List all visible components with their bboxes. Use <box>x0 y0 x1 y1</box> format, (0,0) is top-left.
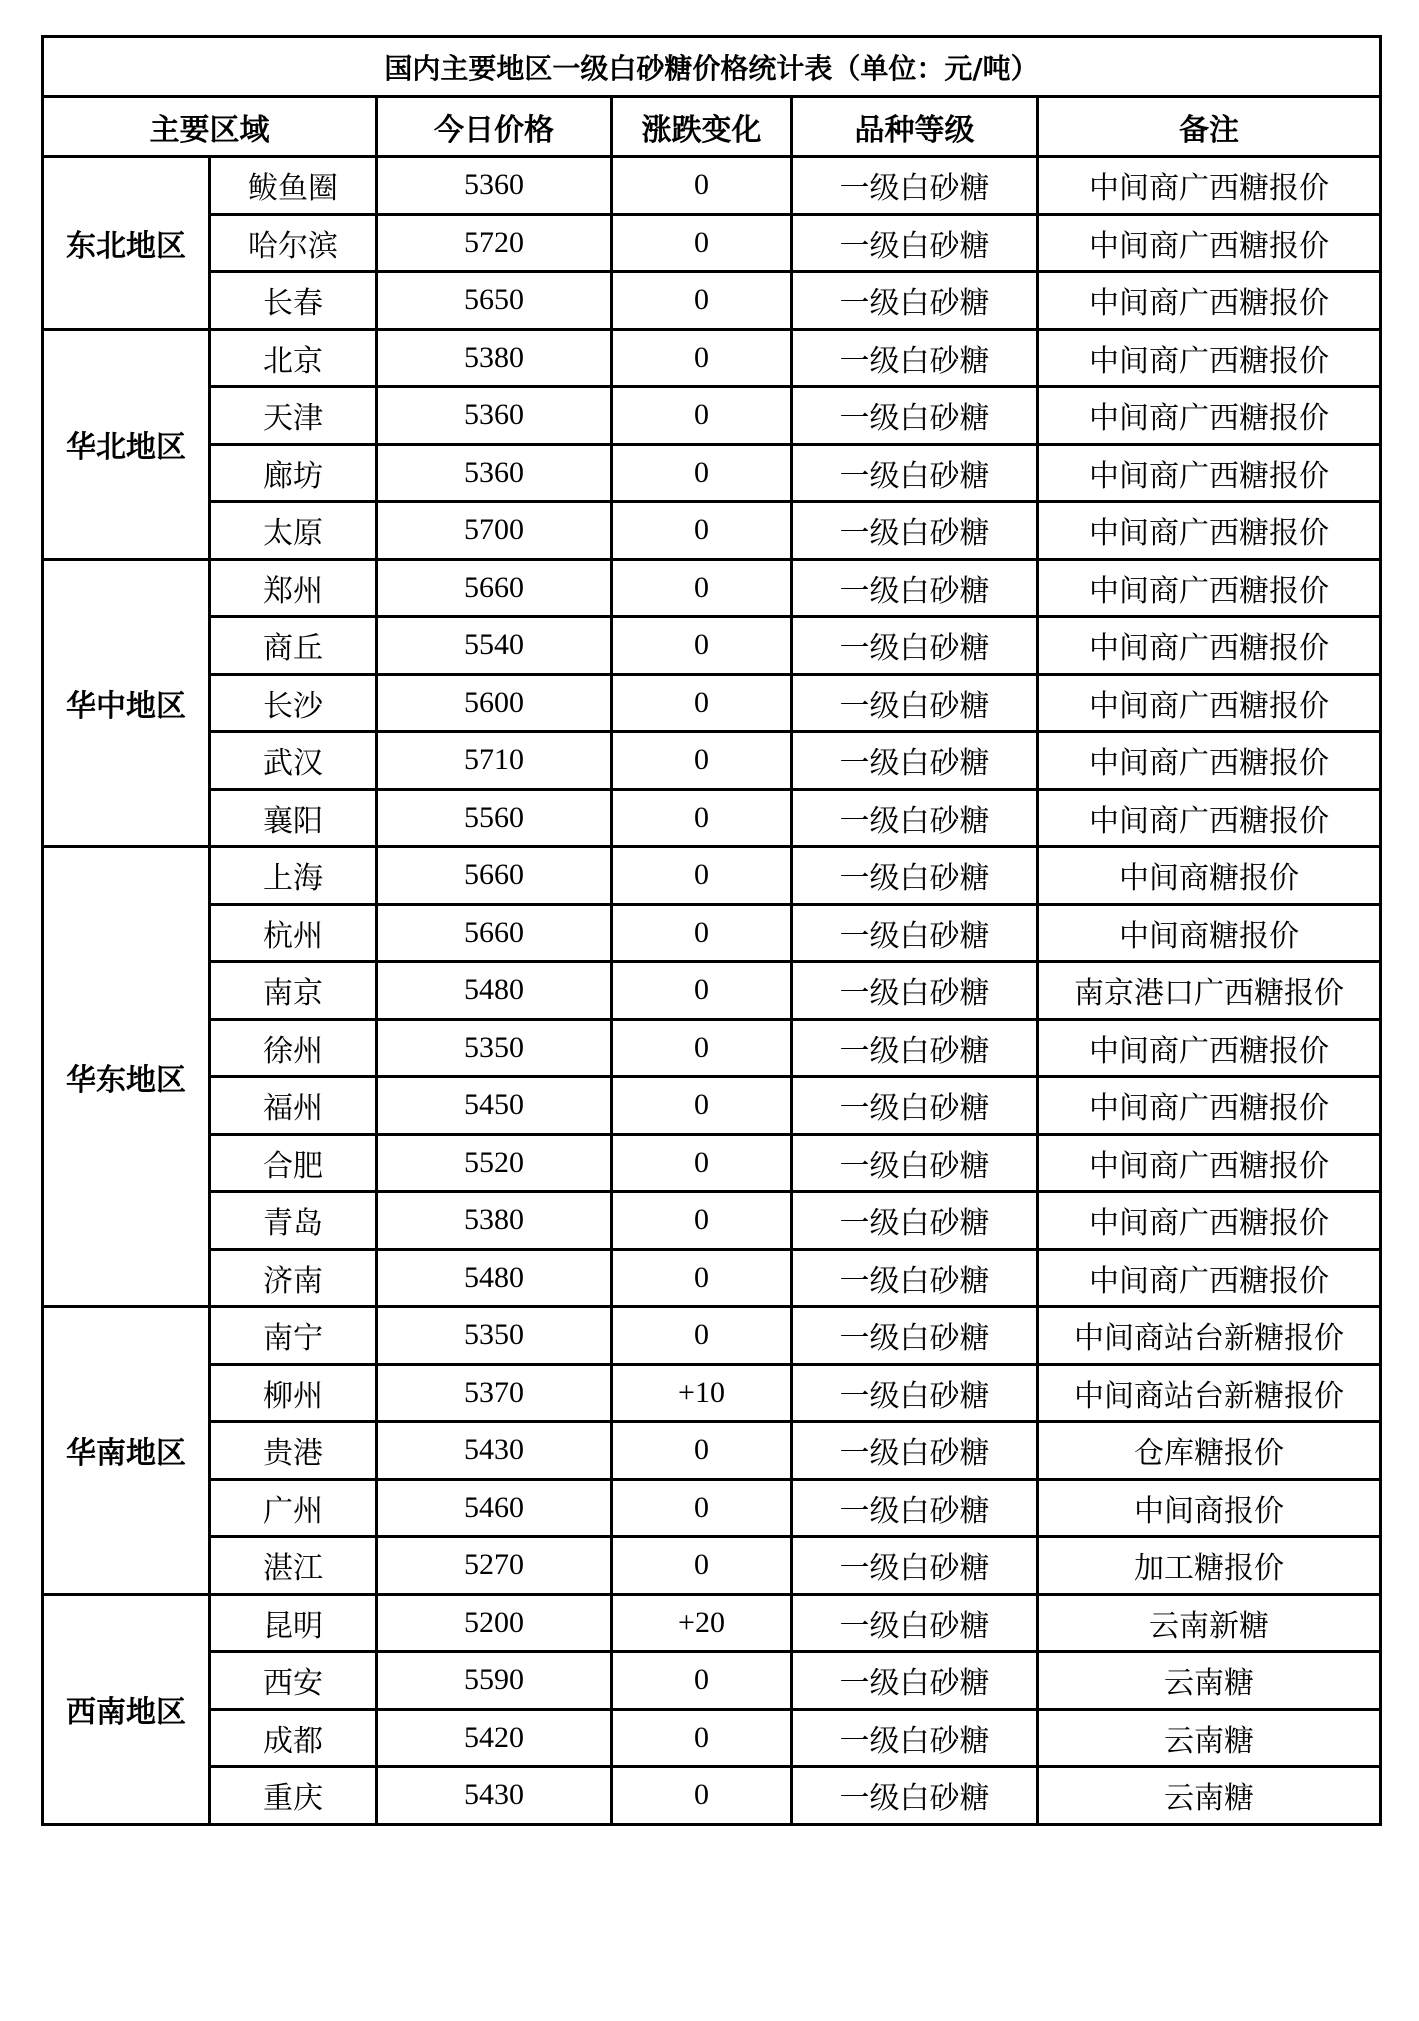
note-cell: 中间商广西糖报价 <box>1038 272 1381 330</box>
price-cell: 5520 <box>377 1134 612 1192</box>
change-cell: 0 <box>612 1019 792 1077</box>
price-cell: 5380 <box>377 329 612 387</box>
city-cell: 昆明 <box>210 1594 377 1652</box>
note-cell: 中间商广西糖报价 <box>1038 617 1381 675</box>
city-cell: 襄阳 <box>210 789 377 847</box>
change-cell: 0 <box>612 157 792 215</box>
note-cell: 云南糖 <box>1038 1767 1381 1825</box>
price-cell: 5360 <box>377 444 612 502</box>
grade-cell: 一级白砂糖 <box>792 272 1038 330</box>
table-row <box>43 1537 1381 1595</box>
grade-cell: 一级白砂糖 <box>792 1537 1038 1595</box>
region-label: 华南地区 <box>43 1307 210 1595</box>
price-cell: 5360 <box>377 157 612 215</box>
city-cell: 成都 <box>210 1709 377 1767</box>
grade-cell: 一级白砂糖 <box>792 157 1038 215</box>
city-cell: 长沙 <box>210 674 377 732</box>
price-cell: 5600 <box>377 674 612 732</box>
price-cell: 5380 <box>377 1192 612 1250</box>
city-cell: 南京 <box>210 962 377 1020</box>
city-cell: 上海 <box>210 847 377 905</box>
note-cell: 云南糖 <box>1038 1709 1381 1767</box>
change-cell: 0 <box>612 904 792 962</box>
change-cell: 0 <box>612 214 792 272</box>
price-cell: 5650 <box>377 272 612 330</box>
price-cell: 5430 <box>377 1767 612 1825</box>
header-change: 涨跌变化 <box>612 97 792 157</box>
price-cell: 5430 <box>377 1422 612 1480</box>
city-cell: 北京 <box>210 329 377 387</box>
grade-cell: 一级白砂糖 <box>792 1134 1038 1192</box>
price-cell: 5660 <box>377 847 612 905</box>
table-row <box>43 1249 1381 1307</box>
grade-cell: 一级白砂糖 <box>792 674 1038 732</box>
price-cell: 5200 <box>377 1594 612 1652</box>
table-row <box>43 1134 1381 1192</box>
change-cell: 0 <box>612 502 792 560</box>
table-row <box>43 732 1381 790</box>
change-cell: 0 <box>612 1192 792 1250</box>
note-cell: 中间商广西糖报价 <box>1038 789 1381 847</box>
change-cell: 0 <box>612 617 792 675</box>
table-title: 国内主要地区一级白砂糖价格统计表（单位：元/吨） <box>43 37 1381 97</box>
city-cell: 广州 <box>210 1479 377 1537</box>
grade-cell: 一级白砂糖 <box>792 732 1038 790</box>
change-cell: 0 <box>612 962 792 1020</box>
table-body <box>43 157 1381 1825</box>
note-cell: 中间商广西糖报价 <box>1038 1077 1381 1135</box>
header-price: 今日价格 <box>377 97 612 157</box>
grade-cell: 一级白砂糖 <box>792 387 1038 445</box>
header-grade: 品种等级 <box>792 97 1038 157</box>
price-cell: 5450 <box>377 1077 612 1135</box>
city-cell: 湛江 <box>210 1537 377 1595</box>
note-cell: 中间商广西糖报价 <box>1038 444 1381 502</box>
table-row <box>43 444 1381 502</box>
header-row <box>43 97 1381 157</box>
title-row <box>43 37 1381 97</box>
city-cell: 杭州 <box>210 904 377 962</box>
table-row <box>43 387 1381 445</box>
price-table-document <box>41 35 1379 1826</box>
note-cell: 南京港口广西糖报价 <box>1038 962 1381 1020</box>
note-cell: 加工糖报价 <box>1038 1537 1381 1595</box>
grade-cell: 一级白砂糖 <box>792 1364 1038 1422</box>
change-cell: 0 <box>612 444 792 502</box>
grade-cell: 一级白砂糖 <box>792 329 1038 387</box>
city-cell: 贵港 <box>210 1422 377 1480</box>
change-cell: 0 <box>612 674 792 732</box>
header-note: 备注 <box>1038 97 1381 157</box>
price-cell: 5480 <box>377 1249 612 1307</box>
price-cell: 5370 <box>377 1364 612 1422</box>
price-cell: 5720 <box>377 214 612 272</box>
change-cell: 0 <box>612 1709 792 1767</box>
table-row <box>43 1767 1381 1825</box>
price-cell: 5420 <box>377 1709 612 1767</box>
grade-cell: 一级白砂糖 <box>792 1077 1038 1135</box>
table-row <box>43 1652 1381 1710</box>
price-cell: 5590 <box>377 1652 612 1710</box>
price-cell: 5700 <box>377 502 612 560</box>
change-cell: 0 <box>612 789 792 847</box>
price-cell: 5460 <box>377 1479 612 1537</box>
city-cell: 青岛 <box>210 1192 377 1250</box>
grade-cell: 一级白砂糖 <box>792 1422 1038 1480</box>
region-label: 华东地区 <box>43 847 210 1307</box>
table-row <box>43 674 1381 732</box>
note-cell: 中间商广西糖报价 <box>1038 214 1381 272</box>
table-row <box>43 789 1381 847</box>
price-cell: 5710 <box>377 732 612 790</box>
change-cell: 0 <box>612 847 792 905</box>
change-cell: 0 <box>612 1652 792 1710</box>
city-cell: 柳州 <box>210 1364 377 1422</box>
note-cell: 中间商广西糖报价 <box>1038 157 1381 215</box>
city-cell: 商丘 <box>210 617 377 675</box>
price-cell: 5560 <box>377 789 612 847</box>
note-cell: 中间商广西糖报价 <box>1038 387 1381 445</box>
note-cell: 中间商糖报价 <box>1038 847 1381 905</box>
table-row <box>43 1479 1381 1537</box>
table-row <box>43 214 1381 272</box>
note-cell: 云南糖 <box>1038 1652 1381 1710</box>
note-cell: 中间商广西糖报价 <box>1038 674 1381 732</box>
grade-cell: 一级白砂糖 <box>792 214 1038 272</box>
price-cell: 5350 <box>377 1019 612 1077</box>
note-cell: 云南新糖 <box>1038 1594 1381 1652</box>
change-cell: 0 <box>612 732 792 790</box>
price-cell: 5270 <box>377 1537 612 1595</box>
note-cell: 中间商广西糖报价 <box>1038 329 1381 387</box>
table-row <box>43 1709 1381 1767</box>
note-cell: 中间商站台新糖报价 <box>1038 1364 1381 1422</box>
table-row <box>43 1192 1381 1250</box>
grade-cell: 一级白砂糖 <box>792 502 1038 560</box>
table-row <box>43 157 1381 215</box>
table-row <box>43 847 1381 905</box>
grade-cell: 一级白砂糖 <box>792 444 1038 502</box>
city-cell: 福州 <box>210 1077 377 1135</box>
table-row <box>43 1019 1381 1077</box>
city-cell: 廊坊 <box>210 444 377 502</box>
note-cell: 中间商广西糖报价 <box>1038 1249 1381 1307</box>
grade-cell: 一级白砂糖 <box>792 1249 1038 1307</box>
change-cell: 0 <box>612 272 792 330</box>
table-row <box>43 272 1381 330</box>
city-cell: 合肥 <box>210 1134 377 1192</box>
header-region: 主要区域 <box>43 97 377 157</box>
grade-cell: 一级白砂糖 <box>792 847 1038 905</box>
note-cell: 中间商报价 <box>1038 1479 1381 1537</box>
change-cell: 0 <box>612 329 792 387</box>
table-row <box>43 904 1381 962</box>
note-cell: 中间商站台新糖报价 <box>1038 1307 1381 1365</box>
change-cell: +10 <box>612 1364 792 1422</box>
price-cell: 5350 <box>377 1307 612 1365</box>
change-cell: 0 <box>612 559 792 617</box>
grade-cell: 一级白砂糖 <box>792 1479 1038 1537</box>
region-label: 华中地区 <box>43 559 210 847</box>
table-row <box>43 1307 1381 1365</box>
sugar-price-table <box>41 35 1382 1826</box>
region-label: 西南地区 <box>43 1594 210 1824</box>
grade-cell: 一级白砂糖 <box>792 1192 1038 1250</box>
change-cell: 0 <box>612 1134 792 1192</box>
note-cell: 中间商广西糖报价 <box>1038 1019 1381 1077</box>
grade-cell: 一级白砂糖 <box>792 1652 1038 1710</box>
city-cell: 天津 <box>210 387 377 445</box>
table-row <box>43 1077 1381 1135</box>
table-row <box>43 1422 1381 1480</box>
price-cell: 5660 <box>377 904 612 962</box>
table-row <box>43 1594 1381 1652</box>
city-cell: 太原 <box>210 502 377 560</box>
grade-cell: 一级白砂糖 <box>792 559 1038 617</box>
city-cell: 武汉 <box>210 732 377 790</box>
grade-cell: 一级白砂糖 <box>792 904 1038 962</box>
change-cell: 0 <box>612 1479 792 1537</box>
note-cell: 中间商广西糖报价 <box>1038 732 1381 790</box>
city-cell: 西安 <box>210 1652 377 1710</box>
grade-cell: 一级白砂糖 <box>792 789 1038 847</box>
note-cell: 中间商广西糖报价 <box>1038 559 1381 617</box>
table-row <box>43 502 1381 560</box>
note-cell: 中间商糖报价 <box>1038 904 1381 962</box>
table-row <box>43 329 1381 387</box>
city-cell: 哈尔滨 <box>210 214 377 272</box>
note-cell: 中间商广西糖报价 <box>1038 502 1381 560</box>
table-row <box>43 1364 1381 1422</box>
grade-cell: 一级白砂糖 <box>792 1709 1038 1767</box>
city-cell: 长春 <box>210 272 377 330</box>
change-cell: +20 <box>612 1594 792 1652</box>
change-cell: 0 <box>612 1307 792 1365</box>
grade-cell: 一级白砂糖 <box>792 617 1038 675</box>
city-cell: 重庆 <box>210 1767 377 1825</box>
price-cell: 5660 <box>377 559 612 617</box>
city-cell: 郑州 <box>210 559 377 617</box>
city-cell: 济南 <box>210 1249 377 1307</box>
grade-cell: 一级白砂糖 <box>792 1594 1038 1652</box>
city-cell: 鲅鱼圈 <box>210 157 377 215</box>
note-cell: 仓库糖报价 <box>1038 1422 1381 1480</box>
grade-cell: 一级白砂糖 <box>792 1019 1038 1077</box>
grade-cell: 一级白砂糖 <box>792 1767 1038 1825</box>
grade-cell: 一级白砂糖 <box>792 962 1038 1020</box>
table-row <box>43 617 1381 675</box>
price-cell: 5360 <box>377 387 612 445</box>
city-cell: 徐州 <box>210 1019 377 1077</box>
change-cell: 0 <box>612 1077 792 1135</box>
grade-cell: 一级白砂糖 <box>792 1307 1038 1365</box>
region-label: 华北地区 <box>43 329 210 559</box>
price-cell: 5480 <box>377 962 612 1020</box>
region-label: 东北地区 <box>43 157 210 330</box>
change-cell: 0 <box>612 1537 792 1595</box>
table-row <box>43 559 1381 617</box>
change-cell: 0 <box>612 1767 792 1825</box>
price-cell: 5540 <box>377 617 612 675</box>
change-cell: 0 <box>612 387 792 445</box>
change-cell: 0 <box>612 1422 792 1480</box>
note-cell: 中间商广西糖报价 <box>1038 1134 1381 1192</box>
change-cell: 0 <box>612 1249 792 1307</box>
city-cell: 南宁 <box>210 1307 377 1365</box>
table-row <box>43 962 1381 1020</box>
note-cell: 中间商广西糖报价 <box>1038 1192 1381 1250</box>
